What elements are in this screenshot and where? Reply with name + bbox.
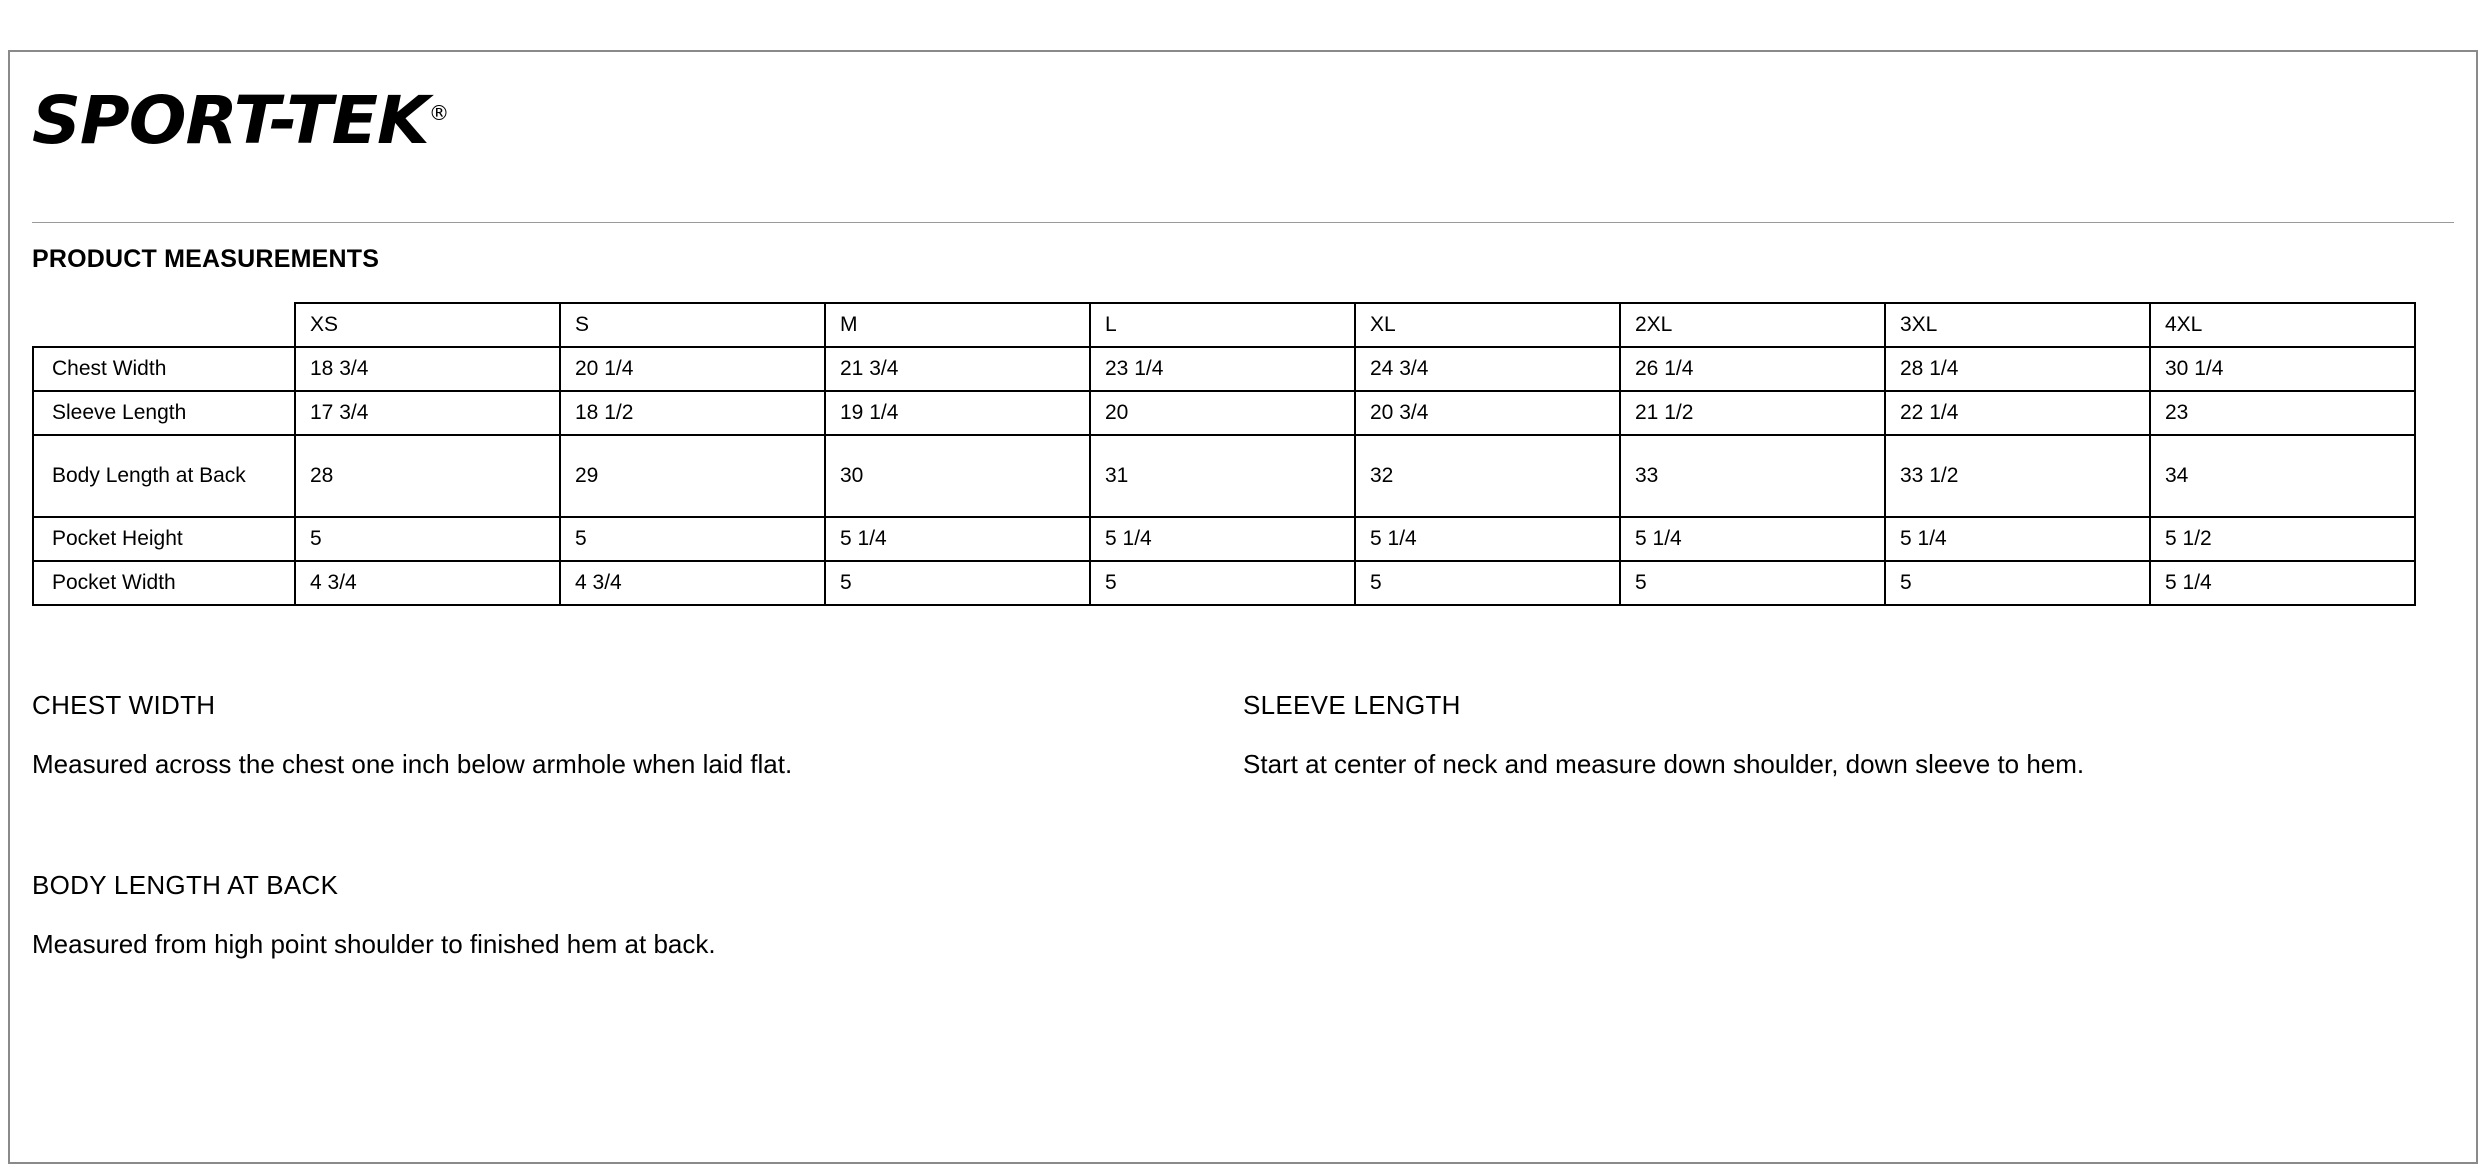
definition-chest-width	[32, 690, 1243, 780]
cell-sleeve-length-2xl: 21 1/2	[1620, 391, 1885, 435]
cell-sleeve-length-m: 19 1/4	[825, 391, 1090, 435]
cell-pocket-width-xl: 5	[1355, 561, 1620, 605]
column-header-4xl: 4XL	[2150, 303, 2415, 347]
cell-pocket-width-4xl: 5 1/4	[2150, 561, 2415, 605]
cell-sleeve-length-xl: 20 3/4	[1355, 391, 1620, 435]
registered-trademark-icon: ®	[428, 101, 449, 125]
cell-body-length-xs: 28	[295, 435, 560, 517]
definition-title: SLEEVE LENGTH	[1243, 690, 1461, 720]
cell-pocket-height-xl: 5 1/4	[1355, 517, 1620, 561]
column-header-xl: XL	[1355, 303, 1620, 347]
definition-body-length-at-back	[32, 870, 1243, 960]
row-label-pocket-height: Pocket Height	[33, 517, 295, 561]
cell-chest-width-s: 20 1/4	[560, 347, 825, 391]
cell-pocket-height-m: 5 1/4	[825, 517, 1090, 561]
measurements-table-wrap	[32, 302, 2454, 606]
column-header-3xl: 3XL	[1885, 303, 2150, 347]
cell-body-length-m: 30	[825, 435, 1090, 517]
row-label-chest-width: Chest Width	[33, 347, 295, 391]
definition-body: Start at center of neck and measure down shoulder, down sleeve to hem.	[1243, 749, 2085, 779]
definitions-row-1	[32, 690, 2454, 780]
cell-sleeve-length-3xl: 22 1/4	[1885, 391, 2150, 435]
cell-body-length-s: 29	[560, 435, 825, 517]
cell-pocket-width-m: 5	[825, 561, 1090, 605]
page-title: PRODUCT MEASUREMENTS	[32, 245, 380, 273]
table-head	[33, 303, 2415, 347]
table-corner-cell	[33, 303, 295, 347]
measurements-table	[32, 302, 2416, 606]
cell-sleeve-length-4xl: 23	[2150, 391, 2415, 435]
definition-sleeve-length	[1243, 690, 2454, 780]
cell-pocket-height-l: 5 1/4	[1090, 517, 1355, 561]
cell-body-length-2xl: 33	[1620, 435, 1885, 517]
cell-pocket-height-s: 5	[560, 517, 825, 561]
column-header-m: M	[825, 303, 1090, 347]
definitions-section	[32, 690, 2454, 960]
cell-pocket-width-xs: 4 3/4	[295, 561, 560, 605]
cell-sleeve-length-l: 20	[1090, 391, 1355, 435]
spec-sheet	[8, 50, 2478, 1164]
table-header-row	[33, 303, 2415, 347]
table-row	[33, 347, 2415, 391]
definition-title: CHEST WIDTH	[32, 690, 216, 720]
cell-chest-width-m: 21 3/4	[825, 347, 1090, 391]
table-row	[33, 561, 2415, 605]
cell-chest-width-xl: 24 3/4	[1355, 347, 1620, 391]
definition-empty	[1243, 870, 2454, 960]
cell-body-length-3xl: 33 1/2	[1885, 435, 2150, 517]
cell-sleeve-length-s: 18 1/2	[560, 391, 825, 435]
row-label-pocket-width: Pocket Width	[33, 561, 295, 605]
column-header-s: S	[560, 303, 825, 347]
cell-pocket-width-3xl: 5	[1885, 561, 2150, 605]
row-label-body-length-at-back: Body Length at Back	[33, 435, 295, 517]
cell-pocket-width-2xl: 5	[1620, 561, 1885, 605]
table-body	[33, 347, 2415, 605]
table-row	[33, 517, 2415, 561]
cell-pocket-height-xs: 5	[295, 517, 560, 561]
cell-sleeve-length-xs: 17 3/4	[295, 391, 560, 435]
column-header-xs: XS	[295, 303, 560, 347]
header-divider	[32, 222, 2454, 223]
cell-chest-width-xs: 18 3/4	[295, 347, 560, 391]
column-header-l: L	[1090, 303, 1355, 347]
table-row	[33, 391, 2415, 435]
cell-body-length-4xl: 34	[2150, 435, 2415, 517]
cell-body-length-l: 31	[1090, 435, 1355, 517]
definitions-row-2	[32, 870, 2454, 960]
table-row	[33, 435, 2415, 517]
cell-pocket-width-s: 4 3/4	[560, 561, 825, 605]
cell-chest-width-l: 23 1/4	[1090, 347, 1355, 391]
definition-body: Measured from high point shoulder to finished hem at back.	[32, 929, 716, 959]
brand-logo-text: SPORT-TEK®	[32, 82, 449, 159]
definition-body: Measured across the chest one inch below armhole when laid flat.	[32, 749, 793, 779]
cell-pocket-height-4xl: 5 1/2	[2150, 517, 2415, 561]
brand-logo	[32, 82, 2476, 208]
row-label-sleeve-length: Sleeve Length	[33, 391, 295, 435]
cell-chest-width-2xl: 26 1/4	[1620, 347, 1885, 391]
column-header-2xl: 2XL	[1620, 303, 1885, 347]
cell-body-length-xl: 32	[1355, 435, 1620, 517]
cell-chest-width-4xl: 30 1/4	[2150, 347, 2415, 391]
cell-pocket-width-l: 5	[1090, 561, 1355, 605]
definition-title: BODY LENGTH AT BACK	[32, 870, 339, 900]
cell-pocket-height-2xl: 5 1/4	[1620, 517, 1885, 561]
cell-chest-width-3xl: 28 1/4	[1885, 347, 2150, 391]
cell-pocket-height-3xl: 5 1/4	[1885, 517, 2150, 561]
